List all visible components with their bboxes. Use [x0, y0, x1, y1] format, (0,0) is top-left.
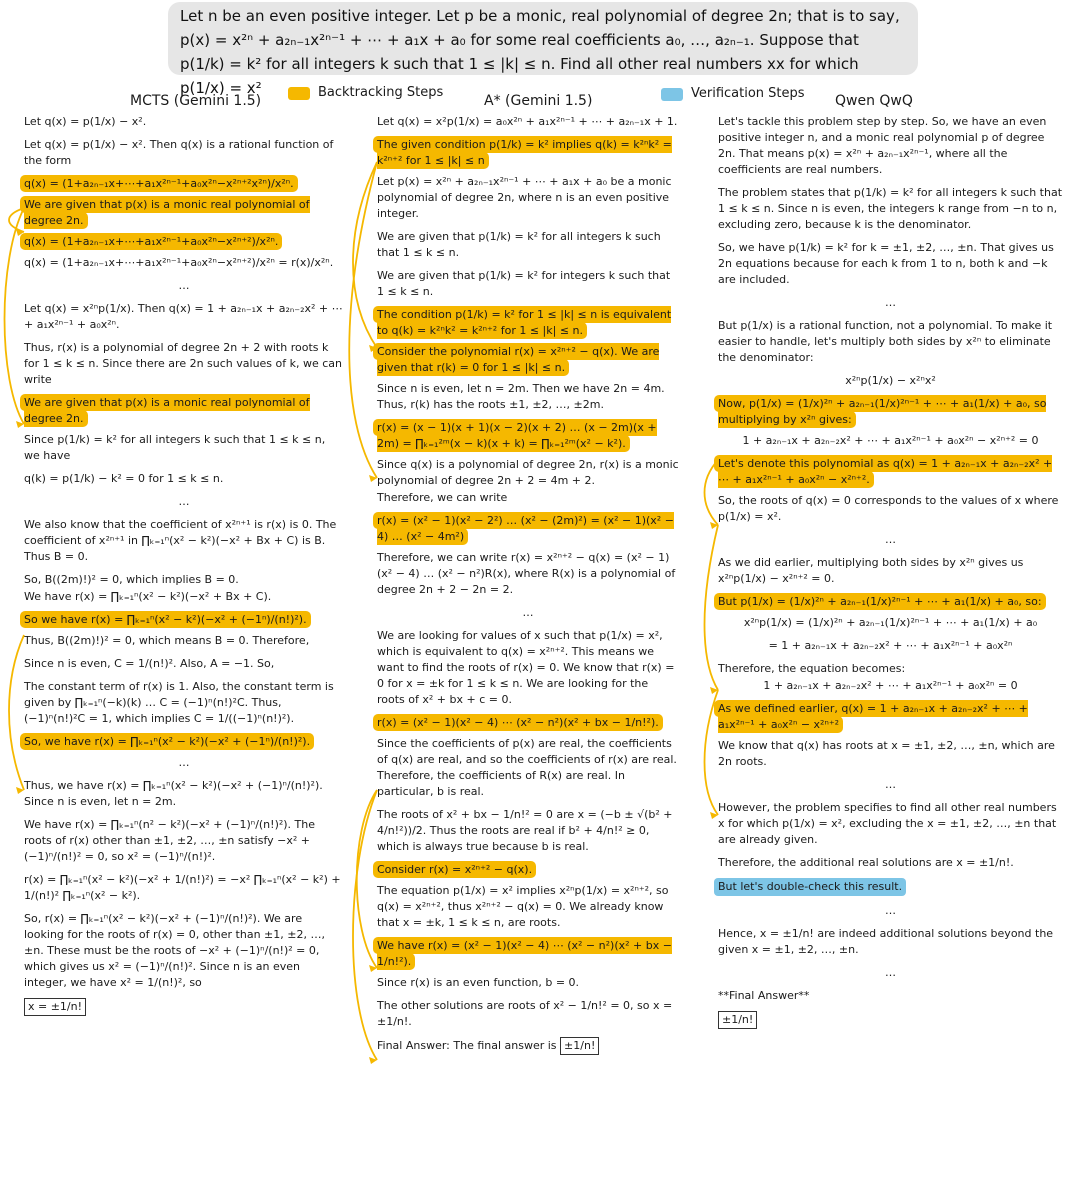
final-answer-prefix: Final Answer: The final answer is	[377, 1039, 557, 1052]
boxed-answer: x = ±1/n!	[24, 998, 86, 1016]
reasoning-step: We have r(x) = ∏ₖ₌₁ⁿ(x² − k²)(−x² + Bx + C).	[24, 590, 272, 603]
reasoning-step: Therefore, we can write r(x) = x²ⁿ⁺² − q(x) = (x² − 1)(x² − 4) … (x² − n²)R(x), where R(x) is a polynomial of degree 2n + 2 − 2n = 2.	[377, 551, 676, 596]
reasoning-step: q(k) = p(1/k) − k² = 0 for 1 ≤ k ≤ n.	[24, 472, 224, 485]
backtracking-highlight: But p(1/x) = (1/x)²ⁿ + a₂ₙ₋₁(1/x)²ⁿ⁻¹ + ⋯ + a₁(1/x) + a₀, so:	[714, 593, 1046, 610]
reasoning-step: We are given that p(1/k) = k² for integers k such that 1 ≤ k ≤ n.	[377, 269, 671, 298]
reasoning-step: The problem states that p(1/k) = k² for all integers k such that 1 ≤ k ≤ n. Since n is even, the integers k range from −n to n, excluding zero, because k is the denominator.	[718, 186, 1063, 231]
final-answer	[718, 1011, 1063, 1029]
boxed-answer: ±1/n!	[718, 1011, 757, 1029]
ellipsis: …	[522, 606, 534, 619]
reasoning-step: We have r(x) = ∏ₖ₌₁ⁿ(n² − k²)(−x² + (−1)ⁿ/(n!)²). The roots of r(x) other than ±1, ±2, …, ±n satisfy −x² + (−1)ⁿ/(n!)² = 0, so x² = (−1)ⁿ/(n!)².	[24, 818, 316, 863]
mcts-column-title: MCTS (Gemini 1.5)	[130, 93, 262, 109]
arrowhead-qwq-3	[710, 812, 718, 819]
qwq-column-title: Qwen QwQ	[835, 93, 913, 109]
reasoning-step: So, the roots of q(x) = 0 corresponds to the values of x where p(1/x) = x².	[718, 494, 1059, 523]
reasoning-step: Since n is even, let n = 2m. Then we have 2n = 4m. Thus, r(k) has the roots ±1, ±2, …, ±2m.	[377, 382, 665, 411]
final-answer	[24, 998, 344, 1016]
ellipsis: …	[885, 778, 896, 791]
backtracking-highlight: We are given that p(x) is a monic real polynomial of degree 2n.	[20, 394, 310, 427]
backtracking-highlight: So we have r(x) = ∏ₖ₌₁ⁿ(x² − k²)(−x² + (−1ⁿ)/(n!)²).	[20, 611, 311, 628]
verification-highlight: But let's double-check this result.	[714, 878, 906, 896]
backtracking-step	[24, 734, 344, 750]
display-equation: = 1 + a₂ₙ₋₁x + a₂ₙ₋₂x² + ⋯ + a₁x²ⁿ⁻¹ + a₀x²ⁿ	[768, 639, 1013, 652]
backtracking-highlight: Now, p(1/x) = (1/x)²ⁿ + a₂ₙ₋₁(1/x)²ⁿ⁻¹ + ⋯ + a₁(1/x) + a₀, so multiplying by x²ⁿ gives:	[714, 395, 1046, 428]
reasoning-step: Hence, x = ±1/n! are indeed additional solutions beyond the given x = ±1, ±2, …, ±n.	[718, 927, 1054, 956]
reasoning-step: Let q(x) = x²p(1/x) = a₀x²ⁿ + a₁x²ⁿ⁻¹ + ⋯ + a₂ₙ₋₁x + 1.	[377, 115, 678, 128]
backtracking-step	[24, 176, 344, 192]
reasoning-step: Therefore, the additional real solutions are x = ±1/n!.	[718, 856, 1014, 869]
backtracking-highlight: Consider r(x) = x²ⁿ⁺² − q(x).	[373, 861, 536, 878]
reasoning-step: So, B((2m)!)² = 0, which implies B = 0.	[24, 573, 239, 586]
reasoning-step: Since n is even, C = 1/(n!)². Also, A = −1. So,	[24, 657, 275, 670]
backtracking-highlight: r(x) = (x² − 1)(x² − 4) ⋯ (x² − n²)(x² + bx − 1/n!²).	[373, 714, 663, 731]
backtracking-step	[718, 701, 1063, 733]
reasoning-step: q(x) = (1+a₂ₙ₋₁x+⋯+a₁x²ⁿ⁻¹+a₀x²ⁿ−x²ⁿ⁺²)/x²ⁿ = r(x)/x²ⁿ.	[24, 256, 334, 269]
arrowhead-astar-4	[369, 1057, 377, 1064]
display-equation: 1 + a₂ₙ₋₁x + a₂ₙ₋₂x² + ⋯ + a₁x²ⁿ⁻¹ + a₀x²ⁿ = 0	[763, 679, 1018, 692]
backtracking-highlight: We are given that p(x) is a monic real polynomial of degree 2n.	[20, 196, 310, 229]
reasoning-step: We are given that p(1/k) = k² for all integers k such that 1 ≤ k ≤ n.	[377, 230, 661, 259]
reasoning-step: So, we have p(1/k) = k² for k = ±1, ±2, …, ±n. That gives us 2n equations because for each k from 1 to n, both k and −k are included.	[718, 241, 1054, 286]
backtracking-highlight: r(x) = (x − 1)(x + 1)(x − 2)(x + 2) … (x − 2m)(x + 2m) = ∏ₖ₌₁²ᵐ(x − k)(x + k) = ∏ₖ₌₁²ᵐ(x² − k²).	[373, 419, 657, 452]
reasoning-step: **Final Answer**	[718, 989, 810, 1002]
arrow-mcts-3	[9, 635, 24, 790]
backtracking-legend-swatch	[288, 87, 310, 100]
ellipsis: …	[885, 533, 896, 546]
astar-column-title: A* (Gemini 1.5)	[484, 93, 593, 109]
boxed-answer: ±1/n!	[560, 1037, 599, 1055]
reasoning-step: The other solutions are roots of x² − 1/n!² = 0, so x = ±1/n!.	[377, 999, 673, 1028]
reasoning-step: So, r(x) = ∏ₖ₌₁ⁿ(x² − k²)(−x² + (−1)ⁿ/(n!)²). We are looking for the roots of r(x) = 0, other than ±1, ±2, …, ±n. These must be the roots of −x² + (−1)ⁿ/(n!)² = 0, which gives us x² = (−1)ⁿ/(n!)². Since n is an even integer, we have x² = 1/(n!)², so	[24, 912, 325, 989]
reasoning-step: We are looking for values of x such that p(1/x) = x², which is equivalent to q(x) = x²ⁿ⁺². This means we want to find the roots of r(x) = 0. We know that r(x) = 0 for x = ±k for 1 ≤ k ≤ n. We are looking for the roots of x² + bx + c = 0.	[377, 629, 675, 706]
verification-legend-swatch	[661, 88, 683, 101]
backtracking-step	[718, 396, 1063, 428]
ellipsis: …	[885, 904, 896, 917]
reasoning-step: Let q(x) = p(1/x) − x². Then q(x) is a rational function of the form	[24, 138, 334, 167]
backtracking-step	[24, 234, 344, 250]
ellipsis: …	[178, 279, 190, 292]
backtracking-highlight: The given condition p(1/k) = k² implies q(k) = k²ⁿk² = k²ⁿ⁺² for 1 ≤ |k| ≤ n	[373, 136, 672, 169]
backtracking-highlight: As we defined earlier, q(x) = 1 + a₂ₙ₋₁x + a₂ₙ₋₂x² + ⋯ + a₁x²ⁿ⁻¹ + a₀x²ⁿ − x²ⁿ⁺²	[714, 700, 1028, 733]
backtracking-step	[718, 456, 1063, 488]
backtracking-highlight: r(x) = (x² − 1)(x² − 2²) … (x² − (2m)²) = (x² − 1)(x² − 4) … (x² − 4m²)	[373, 512, 674, 545]
ellipsis: …	[885, 296, 896, 309]
reasoning-step: Let q(x) = p(1/x) − x².	[24, 115, 147, 128]
reasoning-step: The equation p(1/x) = x² implies x²ⁿp(1/x) = x²ⁿ⁺², so q(x) = x²ⁿ⁺², thus x²ⁿ⁺² − q(x) = 0. We already know that x = ±k, 1 ≤ k ≤ n, are roots.	[377, 884, 669, 929]
reasoning-step: Thus, we have r(x) = ∏ₖ₌₁ⁿ(x² − k²)(−x² + (−1)ⁿ/(n!)²). Since n is even, let n = 2m.	[24, 779, 323, 808]
arrowhead-mcts-3	[16, 787, 24, 794]
backtracking-step	[377, 938, 679, 970]
ellipsis: …	[885, 966, 896, 979]
backtracking-highlight: Consider the polynomial r(x) = x²ⁿ⁺² − q(x). We are given that r(k) = 0 for 1 ≤ |k| ≤ n.	[373, 343, 659, 376]
backtracking-step	[377, 862, 679, 878]
display-equation: 1 + a₂ₙ₋₁x + a₂ₙ₋₂x² + ⋯ + a₁x²ⁿ⁻¹ + a₀x²ⁿ − x²ⁿ⁺² = 0	[742, 434, 1039, 447]
reasoning-step: We know that q(x) has roots at x = ±1, ±2, …, ±n, which are 2n roots.	[718, 739, 1055, 768]
reasoning-step: r(x) = ∏ₖ₌₁ⁿ(x² − k²)(−x² + 1/(n!)²) = −x² ∏ₖ₌₁ⁿ(x² − k²) + 1/(n!)² ∏ₖ₌₁ⁿ(x² − k²).	[24, 873, 341, 902]
reasoning-step: Thus, r(x) is a polynomial of degree 2n + 2 with roots k for 1 ≤ k ≤ n. Since there are 2n such values of k, we can write	[24, 341, 343, 386]
backtracking-highlight: q(x) = (1+a₂ₙ₋₁x+⋯+a₁x²ⁿ⁻¹+a₀x²ⁿ−x²ⁿ⁺²x²ⁿ)/x²ⁿ.	[20, 175, 298, 192]
backtracking-step	[377, 420, 679, 452]
reasoning-step: We also know that the coefficient of x²ⁿ⁺¹ is r(x) is 0. The coefficient of x²ⁿ⁺¹ in ∏ₖ₌₁ⁿ(x² − k²)(−x² + Bx + C) is B. Thus B = 0.	[24, 518, 337, 563]
backtracking-step	[377, 715, 679, 731]
backtracking-step	[718, 594, 1063, 610]
reasoning-step: As we did earlier, multiplying both sides by x²ⁿ gives us x²ⁿp(1/x) − x²ⁿ⁺² = 0.	[718, 556, 1024, 585]
backtracking-highlight: The condition p(1/k) = k² for 1 ≤ |k| ≤ n is equivalent to q(k) = k²ⁿk² = k²ⁿ⁺² for 1 ≤ |k| ≤ n.	[373, 306, 671, 339]
ellipsis: …	[178, 495, 190, 508]
verification-legend-label: Verification Steps	[691, 86, 805, 101]
reasoning-step: But p(1/x) is a rational function, not a polynomial. To make it easier to handle, let's multiply both sides by x²ⁿ to eliminate the denominator:	[718, 319, 1053, 364]
reasoning-step: Since r(x) is an even function, b = 0.	[377, 976, 580, 989]
reasoning-step: Therefore, we can write	[377, 491, 508, 504]
reasoning-step: The constant term of r(x) is 1. Also, the constant term is given by ∏ₖ₌₁ⁿ(−k)(k) … C = (−1)ⁿ(n!)²C. Thus, (−1)ⁿ(n!)²C = 1, which implies C = 1/((−1)ⁿ(n!)²).	[24, 680, 334, 725]
arrowhead-astar-3	[369, 965, 377, 972]
arrowhead-astar-2	[369, 475, 377, 482]
reasoning-step: Therefore, the equation becomes:	[718, 662, 906, 675]
reasoning-step: Let's tackle this problem step by step. So, we have an even positive integer n, and a monic real polynomial p of degree 2n. That means p(x) = x²ⁿ + a₂ₙ₋₁x²ⁿ⁻¹, where all the coefficients are real numbers.	[718, 115, 1047, 176]
reasoning-step: Thus, B((2m)!)² = 0, which means B = 0. Therefore,	[24, 634, 310, 647]
backtracking-highlight: Let's denote this polynomial as q(x) = 1 + a₂ₙ₋₁x + a₂ₙ₋₂x² + ⋯ + a₁x²ⁿ⁻¹ + a₀x²ⁿ − x²ⁿ⁺².	[714, 455, 1052, 488]
backtracking-highlight: q(x) = (1+a₂ₙ₋₁x+⋯+a₁x²ⁿ⁻¹+a₀x²ⁿ−x²ⁿ⁺²)/x²ⁿ.	[20, 233, 282, 250]
backtracking-step	[24, 395, 344, 427]
arrowhead-qwq-2	[710, 687, 718, 694]
reasoning-step: Since the coefficients of p(x) are real, the coefficients of q(x) are real, and so the coefficients of r(x) are real. Therefore, the coefficients of R(x) are real. In particular, b is real.	[377, 737, 677, 798]
final-answer	[377, 1037, 679, 1055]
reasoning-step: The roots of x² + bx − 1/n!² = 0 are x = (−b ± √(b² + 4/n!²))/2. Thus the roots are real if b² + 4/n!² ≥ 0, which is always true because b is real.	[377, 808, 673, 853]
qwq-column	[718, 114, 1063, 1036]
reasoning-step: Let p(x) = x²ⁿ + a₂ₙ₋₁x²ⁿ⁻¹ + ⋯ + a₁x + a₀ be a monic polynomial of degree 2n, where n is an even positive integer.	[377, 175, 672, 220]
display-equation: x²ⁿp(1/x) − x²ⁿx²	[845, 374, 936, 387]
backtracking-step	[377, 307, 679, 339]
reasoning-step: Let q(x) = x²ⁿp(1/x). Then q(x) = 1 + a₂ₙ₋₁x + a₂ₙ₋₂x² + ⋯ + a₁x²ⁿ⁻¹ + a₀x²ⁿ.	[24, 302, 343, 331]
backtracking-step	[377, 344, 679, 376]
backtracking-step	[377, 513, 679, 545]
reasoning-step: However, the problem specifies to find all other real numbers x for which p(1/x) = x², excluding the x = ±1, ±2, …, ±n that are already given.	[718, 801, 1057, 846]
reasoning-step: Since q(x) is a polynomial of degree 2n, r(x) is a monic polynomial of degree 2n + 2 = 4m + 2.	[377, 458, 679, 487]
backtracking-legend-label: Backtracking Steps	[318, 85, 444, 100]
backtracking-highlight: We have r(x) = (x² − 1)(x² − 4) ⋯ (x² − n²)(x² + bx − 1/n!²).	[373, 937, 672, 970]
reasoning-step: Since p(1/k) = k² for all integers k such that 1 ≤ k ≤ n, we have	[24, 433, 326, 462]
arrowhead-mcts-2	[16, 421, 24, 428]
ellipsis: …	[178, 756, 190, 769]
astar-column	[377, 114, 679, 1062]
backtracking-step	[377, 137, 679, 169]
mcts-column	[24, 114, 344, 1023]
problem-statement: Let n be an even positive integer. Let p be a monic, real polynomial of degree 2n; that is to say, p(x) = x²ⁿ + a₂ₙ₋₁x²ⁿ⁻¹ + ⋯ + a₁x + a₀ for some real coefficients a₀, …, a₂ₙ₋₁. Suppose that p(1/k) = k² for all integers k such that 1 ≤ |k| ≤ n. Find all other real numbers xx for which p(1/x) = x²	[168, 2, 918, 75]
arrow-astar-4	[353, 790, 377, 1060]
verification-step	[718, 878, 1063, 896]
backtracking-step	[24, 197, 344, 229]
backtracking-step	[24, 612, 344, 628]
arrowhead-qwq-1	[710, 522, 718, 529]
display-equation: x²ⁿp(1/x) = (1/x)²ⁿ + a₂ₙ₋₁(1/x)²ⁿ⁻¹ + ⋯ + a₁(1/x) + a₀	[743, 616, 1038, 629]
backtracking-highlight: So, we have r(x) = ∏ₖ₌₁ⁿ(x² − k²)(−x² + (−1ⁿ)/(n!)²).	[20, 733, 314, 750]
